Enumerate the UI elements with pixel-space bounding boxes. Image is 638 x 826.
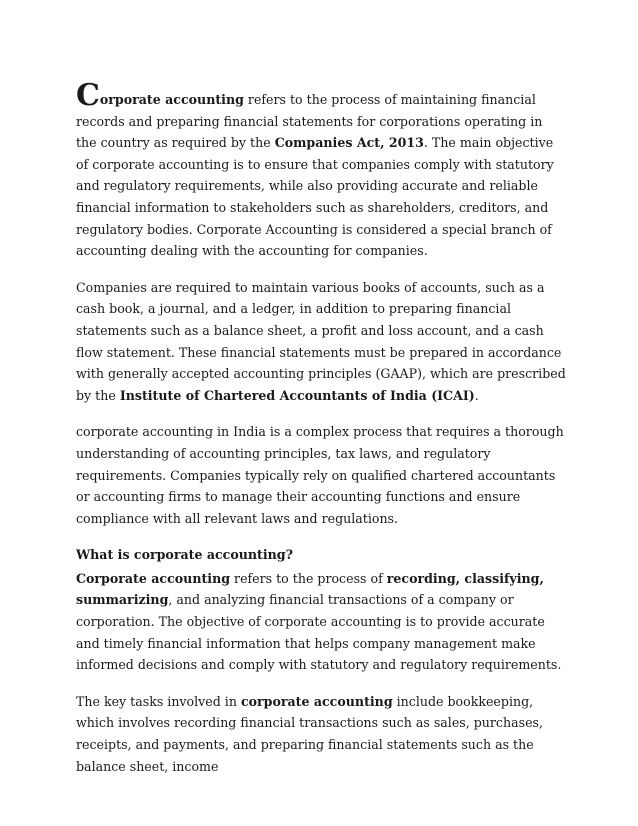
companies-act: Companies Act, 2013	[274, 135, 424, 151]
tasks-text-2: include bookkeeping, which involves recording financial transactions such as sales, purchases, receipts, and payments, and preparing financial statements such as the balance sheet, income	[76, 693, 543, 774]
intro-term: orporate accounting	[99, 92, 244, 107]
intro-text-1: refers to the process of maintaining financial records and preparing financial statements for corporations operating in the country as required by the	[76, 92, 543, 151]
definition-paragraph	[76, 568, 566, 676]
definition-steps: recording, classifying, summarizing	[76, 570, 544, 608]
tasks-term: corporate accounting	[240, 693, 393, 709]
books-text-1: Companies are required to maintain various books of accounts, such as a cash book, a journal, and a ledger, in addition to preparing financial statements such as a balance sheet, a profit and loss account, and a cash flow statement. These financial statements must be prepared in accordance with generally accepted accounting principles (GAAP), which are prescribed by the	[76, 279, 566, 403]
tasks-text-1: The key tasks involved in	[76, 693, 241, 709]
definition-text-2: , and analyzing financial transactions of a company or corporation. The objective of corporate accounting is to provide accurate and timely financial information that helps company management make informed decisions and comply with statutory and regulatory requirements.	[76, 592, 562, 673]
books-paragraph	[76, 277, 566, 407]
india-paragraph: corporate accounting in India is a complex process that requires a thorough understanding of accounting principles, tax laws, and regulatory requirements. Companies typically rely on qualified chartered accountants or accounting firms to manage their accounting functions and ensure compliance with all relevant laws and regulations.	[76, 424, 564, 526]
intro-paragraph	[76, 78, 566, 262]
tasks-paragraph	[76, 691, 566, 777]
books-text-2: .	[474, 387, 479, 403]
intro-text-2: . The main objective of corporate accounting is to ensure that companies comply with statutory and regulatory requirements, while also providing accurate and reliable financial information to stakeholders such as shareholders, creditors, and regulatory bodies. Corporate Accounting is considered a special branch of accounting dealing with the accounting for companies.	[76, 135, 554, 259]
definition-text-1: refers to the process of	[230, 570, 387, 586]
definition-term: Corporate accounting	[76, 570, 231, 586]
icai: Institute of Chartered Accountants of India (ICAI)	[119, 387, 475, 403]
drop-cap: C	[76, 78, 100, 113]
section-heading: What is corporate accounting?	[76, 547, 293, 563]
document-page	[76, 78, 566, 777]
